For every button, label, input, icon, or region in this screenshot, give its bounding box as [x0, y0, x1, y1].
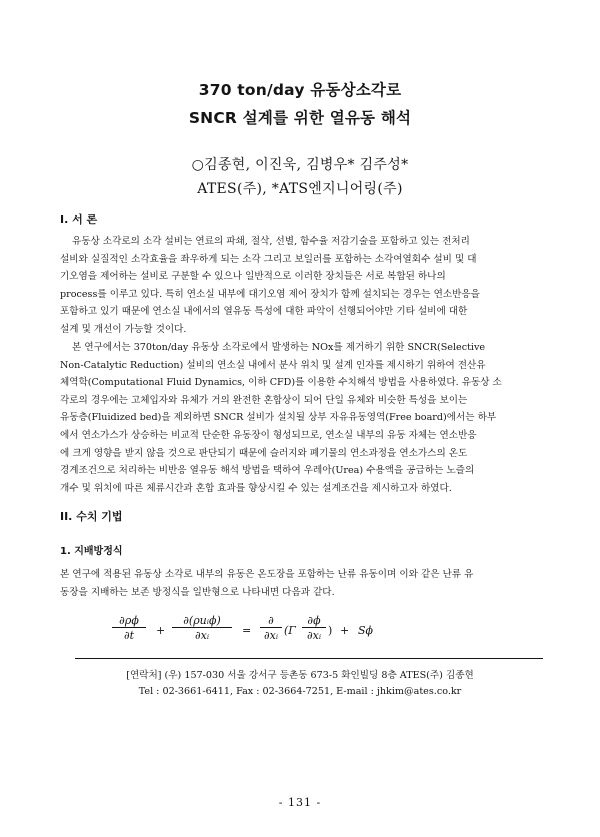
footnote-rule [75, 658, 543, 659]
fraction-denominator: ∂xᵢ [194, 629, 210, 642]
text-line: 본 연구에서는 370ton/day 유동상 소각로에서 발생하는 NOx를 제거하기 위한 SNCR(Selective [72, 342, 486, 353]
contact-line-1: [연락처] (우) 157-030 서울 강서구 등촌동 673-5 화인빌딩 8층 ATES(주) 김종현 [126, 670, 474, 681]
fraction-numerator: ∂ [260, 614, 282, 628]
fraction-denominator: ∂t [123, 629, 135, 642]
text-line: 기오염을 제어하는 설비로 구분할 수 있으나 일반적으로 이러한 장치들은 서로 복합된 하나의 [60, 271, 446, 283]
fraction-denominator: ∂xᵢ [263, 629, 279, 642]
fraction-numerator: ∂ϕ [302, 614, 326, 628]
text-line: 설계 및 개선이 가능할 것이다. [60, 323, 187, 335]
intro-paragraph-1 [60, 233, 548, 339]
section-heading-numerical-method: II. 수치 기법 [60, 510, 123, 523]
fraction-numerator: ∂ρϕ [112, 614, 146, 628]
text-line: 개수 및 위치에 따른 체류시간과 혼합 효과를 향상시킬 수 있는 설계조건을 제시하고자 하였다. [60, 482, 452, 494]
plus-sign: + [156, 624, 166, 637]
section-heading-introduction: I. 서 론 [60, 213, 98, 226]
paper-title-line1: 370 ton/day 유동상소각로 [198, 81, 402, 99]
intro-paragraph-2 [60, 339, 548, 497]
fraction-denominator: ∂xᵢ [306, 629, 322, 642]
subsection-heading-governing-equations: 1. 지배방정식 [60, 546, 123, 557]
gamma-open: (Γ [284, 624, 296, 637]
fraction-numerator: ∂(ρuᵢϕ) [172, 614, 232, 628]
paren-close: ) [328, 624, 333, 637]
paper-title-line2: SNCR 설계를 위한 열유동 해석 [188, 109, 412, 127]
text-line: 체역학(Computational Fluid Dynamics, 이하 CFD)를 이용한 수치해석 방법을 사용하였다. 유동상 소 [60, 377, 502, 389]
text-line: 경계조건으로 처리하는 비반응 열유동 해석 방법을 택하여 우레아(Urea) 수용액을 공급하는 노즐의 [60, 465, 475, 477]
governing-equation-paragraph [60, 566, 548, 601]
conservation-equation [112, 612, 432, 652]
diffusion-term-inner [302, 614, 326, 642]
text-line: 각로의 경우에는 고체입자와 유체가 거의 완전한 혼합상이 되어 단일 유체와 비슷한 특성을 보이는 [60, 394, 468, 406]
text-line: 유동층(Fluidized bed)을 제외하면 SNCR 설비가 설치될 상부 자유유동영역(Free board)에서는 하부 [60, 412, 497, 424]
author-affiliation: ATES(주), *ATS엔지니어링(주) [197, 181, 403, 197]
diffusion-term-outer [260, 614, 282, 642]
text-line: 유동상 소각로의 소각 설비는 연료의 파쇄, 절삭, 선별, 함수율 저감기술을 포함하고 있는 전처리 [72, 236, 470, 247]
author-names: ○김종현, 이진욱, 김병우* 김주성* [191, 157, 409, 173]
text-line: process를 이루고 있다. 특히 연소실 내부에 대기오염 제어 장치가 함께 설치되는 경우는 연소반응을 [60, 288, 480, 300]
convection-term [172, 614, 232, 642]
text-line: 동장을 지배하는 보존 방정식을 일반형으로 나타내면 다음과 같다. [60, 586, 335, 598]
text-line: 본 연구에 적용된 유동상 소각로 내부의 유동은 온도장을 포함하는 난류 유동이며 이와 같은 난류 유 [60, 569, 474, 580]
time-derivative-term [112, 614, 146, 642]
text-line: 에서 연소가스가 상승하는 비교적 단순한 유동장이 형성되므로, 연소실 내부의 유동 자체는 연소반응 [60, 429, 477, 441]
plus-sign: + [340, 624, 350, 637]
equals-sign: = [242, 624, 252, 637]
source-term: Sϕ [358, 624, 374, 637]
text-line: 설비와 실질적인 소각효율을 좌우하게 되는 소각 그리고 보일러를 포함하는 소각여열회수 설비 및 대 [60, 253, 477, 265]
text-line: 에 크게 영향을 받지 않을 것으로 판단되기 때문에 슬러지와 폐기물의 연소과정을 연소가스의 온도 [60, 447, 468, 459]
contact-line-2: Tel : 02-3661-6411, Fax : 02-3664-7251, E-mail : jhkim@ates.co.kr [138, 686, 462, 697]
page-number: - 131 - [278, 796, 322, 809]
text-line: 포함하고 있기 때문에 연소실 내에서의 열유동 특성에 대한 파악이 선행되어야만 기타 설비에 대한 [60, 306, 468, 318]
text-line: Non-Catalytic Reduction) 설비의 연소실 내에서 분사 위치 및 설계 인자를 제시하기 위하여 전산유 [60, 359, 486, 371]
